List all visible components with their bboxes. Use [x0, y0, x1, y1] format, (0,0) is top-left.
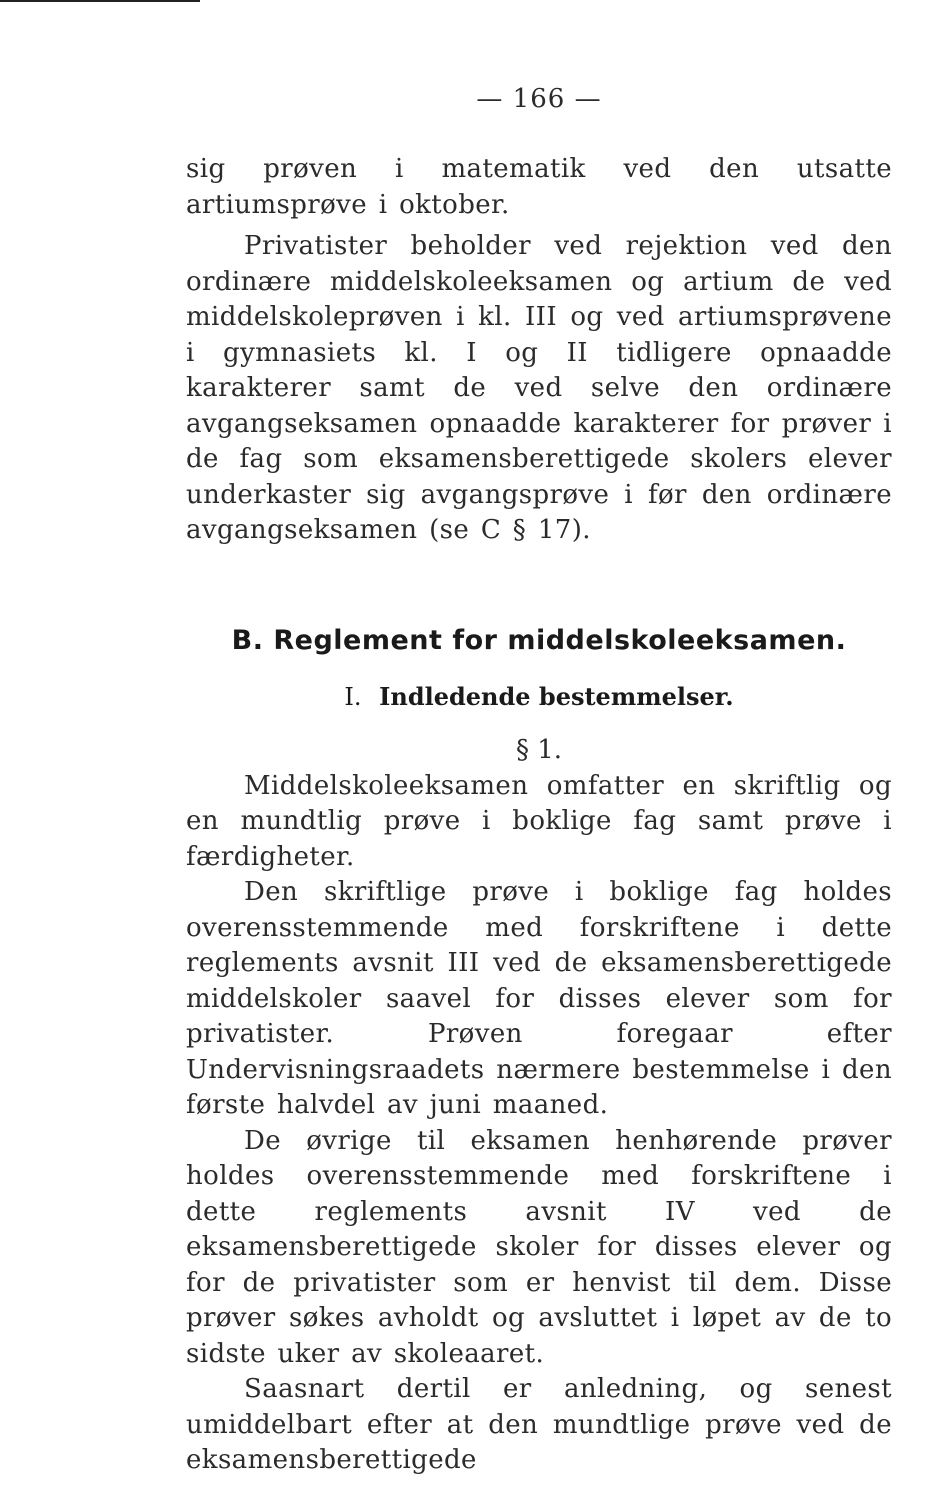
document-page [186, 84, 892, 1479]
top-rule [0, 0, 200, 2]
subsection-number: I. [344, 682, 362, 711]
section-paragraph-3: De øvrige til eksamen henhørende prøver holdes overensstemmende med forskriftene i dette reglements avsnit IV ved de eksamensberettigede skoler for disses elever og for de privatister som er henvist til dem. Disse prøver søkes avholdt og avsluttet i løpet av de to sidste uker av skoleaaret. [186, 1125, 892, 1369]
section-paragraph-4: Saasnart dertil er anledning, og senest umiddelbart efter at den mundtlige prøve ved de eksamensberettigede [186, 1374, 892, 1475]
intro-continuation: sig prøven i matematik ved den utsatte artiumsprøve i oktober. [186, 154, 892, 220]
intro-privatister-paragraph: Privatister beholder ved rejektion ved den ordinære middelskoleeksamen og artium de ved middelskoleprøven i kl. III og ved artiumsprøvene i gymnasiets kl. I og II tidligere opnaadde karakterer samt de ved selve den ordinære avgangseksamen opnaadde karakterer for prøver i de fag som eksamensberettigede skolers elever underkaster sig avgangsprøve i før den ordinære avgangseksamen (se C § 17). [186, 231, 892, 545]
subsection-heading [186, 682, 892, 711]
subsection-title: Indledende bestemmelser. [379, 681, 734, 711]
section-paragraph-1: Middelskoleeksamen omfatter en skriftlig og en mundtlig prøve i boklige fag samt prøve i færdigheter. [186, 770, 892, 872]
section-title: B. Reglement for middelskoleeksamen. [231, 624, 847, 656]
section-paragraph-2: Den skriftlige prøve i boklige fag holdes overensstemmende med forskriftene i dette reglements avsnit III ved de eksamensberettigede middelskoler saavel for disses elever som for privatister. Prøven foregaar efter Undervisningsraadets nærmere bestemmelse i den første halvdel av juni maaned. [186, 877, 892, 1120]
paragraph-mark: § 1. [515, 734, 563, 765]
page-number: — 166 — [476, 84, 602, 114]
